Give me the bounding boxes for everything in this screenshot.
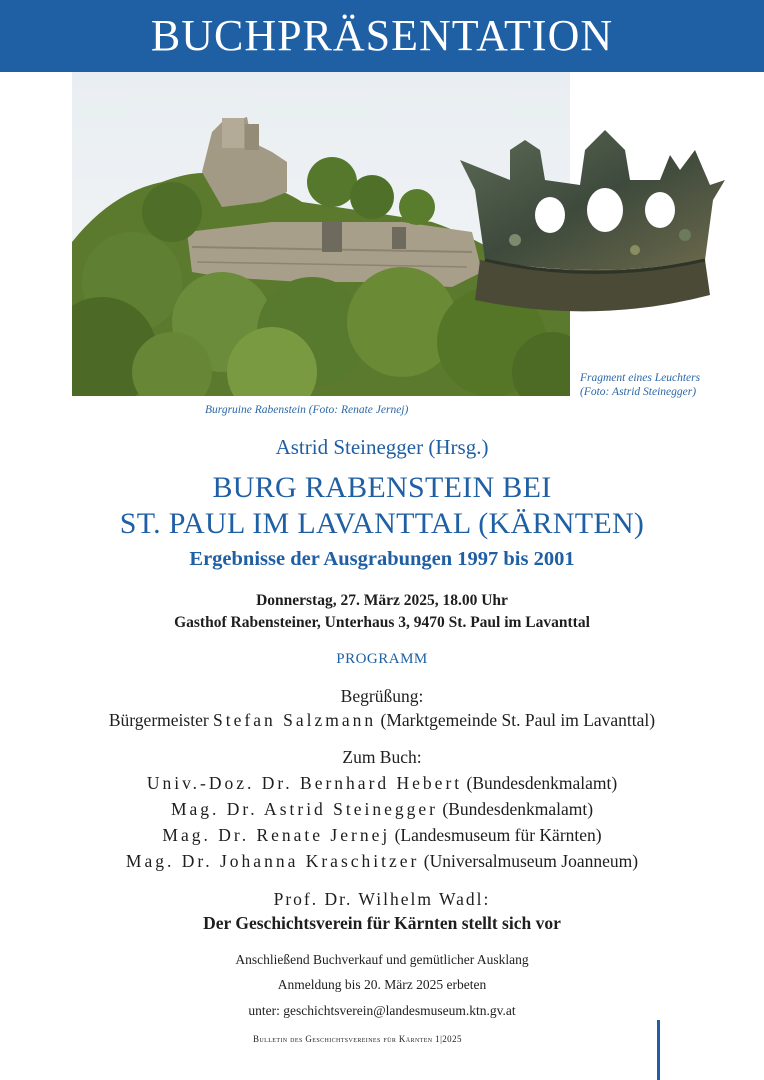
candlestick-fragment-photo	[455, 110, 735, 330]
footer-divider	[657, 1020, 660, 1080]
speaker-line	[0, 799, 764, 820]
event-date: Donnerstag, 27. März 2025, 18.00 Uhr	[256, 592, 508, 609]
event-venue: Gasthof Rabensteiner, Unterhaus 3, 9470 St. Paul im Lavanttal	[174, 614, 590, 631]
greeting-prefix: Bürgermeister	[108, 710, 209, 730]
greeting-heading: Begrüßung:	[340, 686, 424, 706]
book-title-line1: BURG RABENSTEIN BEI	[212, 471, 552, 504]
speaker-org: (Universalmuseum Joanneum)	[423, 851, 639, 871]
title-banner	[0, 0, 764, 72]
speaker-line	[0, 851, 764, 872]
fragment-photo-caption	[580, 371, 700, 399]
book-subtitle: Ergebnisse der Ausgrabungen 1997 bis 2001	[189, 548, 575, 570]
keynote-speaker: Prof. Dr. Wilhelm Wadl:	[273, 889, 491, 909]
castle-photo-caption: Burgruine Rabenstein (Foto: Renate Jernej)	[205, 404, 409, 416]
contact-note: unter: geschichtsverein@landesmuseum.ktn.gv.at	[248, 1003, 516, 1018]
footer-bulletin: Bulletin des Geschichtsvereines für Kärnten 1|2025	[253, 1034, 462, 1044]
book-section-heading: Zum Buch:	[342, 747, 422, 767]
book-editor: Astrid Steinegger (Hrsg.)	[275, 435, 489, 459]
programm-heading: PROGRAMM	[336, 651, 428, 667]
speaker-line	[0, 825, 764, 846]
fragment-caption-line1: Fragment eines Leuchters	[580, 372, 701, 384]
speaker-org: (Bundesdenkmalamt)	[466, 773, 618, 793]
speaker-name: Mag. Dr. Johanna Kraschitzer	[125, 851, 420, 871]
greeting-org: (Marktgemeinde St. Paul im Lavanttal)	[380, 710, 656, 730]
book-title-line2: ST. PAUL IM LAVANTTAL (KÄRNTEN)	[119, 507, 645, 540]
speaker-org: (Bundesdenkmalamt)	[442, 799, 594, 819]
greeting-name: Stefan Salzmann	[213, 710, 377, 730]
speaker-name: Mag. Dr. Astrid Steinegger	[170, 799, 439, 819]
closing-note: Anschließend Buchverkauf und gemütlicher Ausklang	[235, 952, 529, 967]
speaker-org: (Landesmuseum für Kärnten)	[394, 825, 602, 845]
speaker-line	[0, 773, 764, 794]
banner-title: BUCHPRÄSENTATION	[150, 11, 614, 60]
fragment-caption-line2: (Foto: Astrid Steinegger)	[580, 386, 697, 398]
registration-note: Anmeldung bis 20. März 2025 erbeten	[277, 977, 487, 992]
greeting-line	[0, 710, 764, 731]
speaker-name: Univ.-Doz. Dr. Bernhard Hebert	[146, 773, 463, 793]
speaker-name: Mag. Dr. Renate Jernej	[162, 825, 391, 845]
keynote-title: Der Geschichtsverein für Kärnten stellt sich vor	[203, 913, 561, 933]
